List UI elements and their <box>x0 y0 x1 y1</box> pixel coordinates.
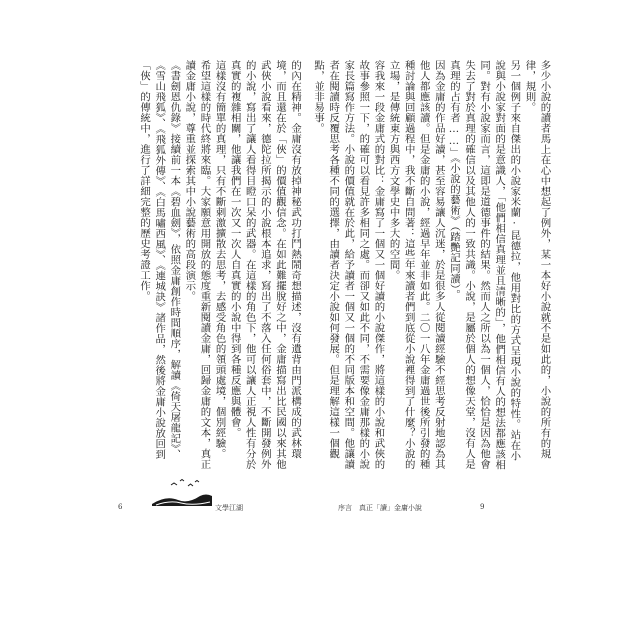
right-paragraph-3: 因為金庸的作品好讀，甚至容易讓人沉迷，於是很多人從閱讀經驗不經思考反射地認為其他人都應該讀。但是金庸的小說，經過早年並非如此。二〇一八年金庸過世後所引發的種種討論與回顧過程中，我不斷自問著：這些年來讀者們到底從小說裡得到了什麼？小說的立場，是傳統東方與西方文學史中多大的空間。 <box>387 60 445 470</box>
left-page-text <box>136 60 302 470</box>
mountain-birds-logo-icon <box>150 476 214 510</box>
right-page-column <box>310 60 552 470</box>
right-running-title: 序言 真正「讀」金庸小說 <box>338 504 422 512</box>
left-paragraph-4: 《書劍恩仇錄》接續前一本《碧血劍》，依照金庸創作時間順序，解讀《倚天屠龍記》、《雪山飛狐》、《飛狐外傳》、《白馬嘯西風》、《連城訣》諸作品，然後將金庸小說放回到「俠」的傳統中，進行了詳細完整的歷史考證工作。 <box>138 60 181 460</box>
left-page-number: 6 <box>118 503 123 511</box>
right-paragraph-1: 多少小說的讀者馬上在心中想起了例外，某一本好小說就不是如此的，小說的所有的規律，規則。 <box>523 60 551 459</box>
left-paragraph-2: 這樣沒有簡單的真理，只有不斷刺激擴散去思考，去感受角色的領頭處境，個別經驗。 <box>213 60 226 459</box>
right-page-text <box>310 60 551 470</box>
right-paragraph-2: 另一個例子來自傑出的小說家米蘭·昆德拉，他用對比的方式呈現小說的特性。站在小說與小說家對面的是意識人，「他們相信真理並且清晰的」，他們相信有人的想法都應該相同。對有小說家而言，這即是道德事件的結果。然而人之所以為一個人，恰恰是因為他會失去了對於真理的確信以及其他人的一致共識。小說，是屬於個人的想像天堂，沒有人是真理的占有者……」《小說的藝術》（踏艷記同讀）。 <box>447 60 521 470</box>
left-page-column <box>136 60 302 470</box>
left-running-title: 文學江湖 <box>215 504 243 512</box>
left-paragraph-3: 希望這樣的時代終將來臨。大家願意用開放的態度重新閱讀金庸，回歸金庸的文本，真正讀金庸小說，尊重並探索其中小說藝術的高段演示。 <box>183 60 211 470</box>
left-paragraph-1: 的內在精神。金庸沒有放掉神秘武功打鬥熱鬧奇想描述，沒有遺背由門派構成的武林環境，而且還在於「俠」的價值觀信念。在如此難擺脫好之中，金庸描寫出比民國以來其他武俠小說看來，德陀拉所揭示的小說根本追求，寫出了不落入任何俗套中，不斷開發例外的小說，寫出了讓人看得目瞪口呆的武器。在這樣的角色下，他可以讓人正視人性有分於真實的複雜相關，他讓我們在一次又一次人自真實的小說中得到各種反應與體會。 <box>228 60 302 470</box>
right-paragraph-4: 容我來一段金庸式的對比：金庸寫了一個又一個好讀的小說傑作，將這樣的小說和武俠的故事參照一下，的確可以看見許多相同之處。而卻又如此不同，不需要像金庸那樣的小說家長篇寫作方法。小說的價值就在於此，給予讀者一個又一個的不同版本和空間。他讓讀者在閱讀時反覆思考各種不同的選擇，由讀者決定小說如何發展。但是理解這樣一個觀點，並非易事。 <box>312 60 385 470</box>
right-page-number: 9 <box>480 503 485 511</box>
